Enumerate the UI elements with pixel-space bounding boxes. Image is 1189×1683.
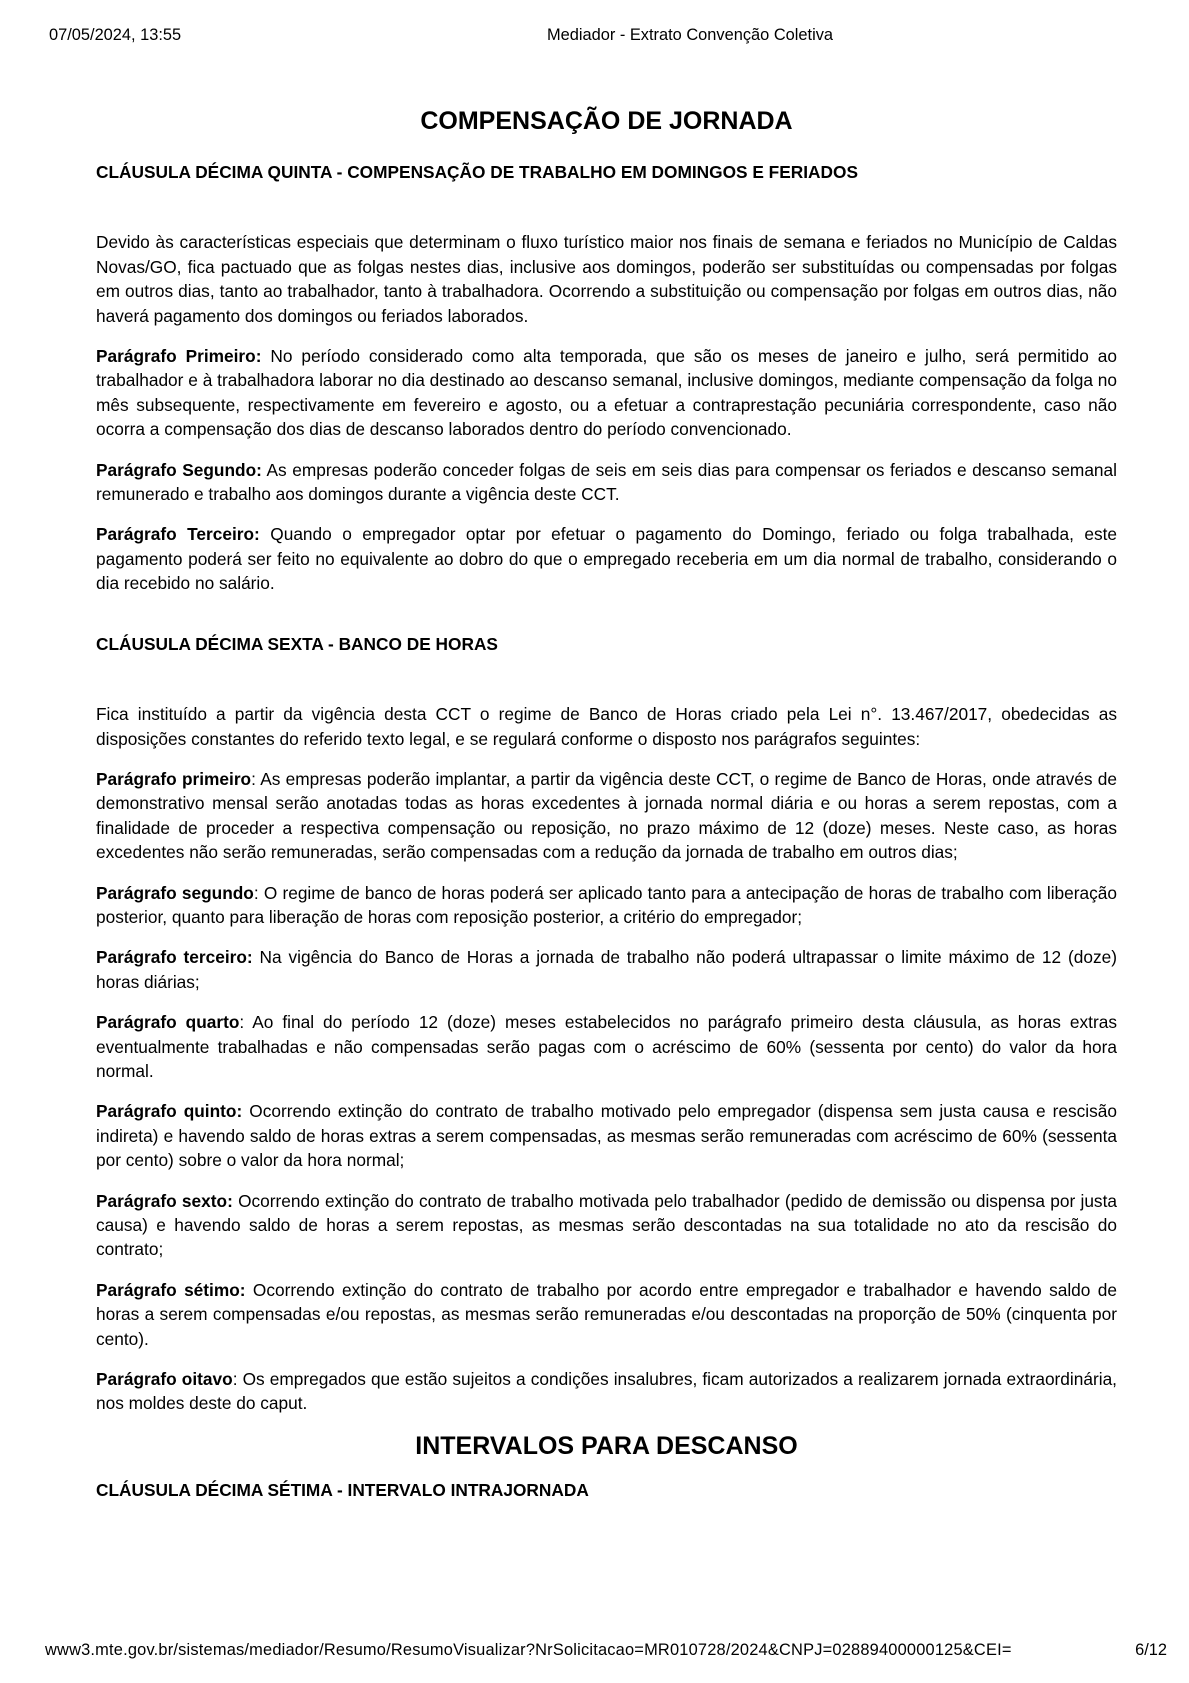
paragraph: Fica instituído a partir da vigência desta CCT o regime de Banco de Horas criado pela Lei n°. 13.467/2017, obedecidas as disposições constantes do referido texto legal, e se regulará conforme o disposto nos parágrafos seguintes: [96,704,1117,749]
paragraph-lead: Parágrafo Primeiro: [96,346,262,367]
clause-heading: CLÁUSULA DÉCIMA SÉTIMA - INTERVALO INTRAJORNADA [96,1479,589,1500]
paragraph: Parágrafo Segundo: As empresas poderão conceder folgas de seis em seis dias para compensar os feriados e descanso semanal remunerado e trabalho aos domingos durante a vigência deste CCT. [96,459,1117,505]
paragraph-lead: Parágrafo sexto: [96,1190,233,1211]
paragraph-lead: Parágrafo terceiro: [96,947,253,968]
print-footer [45,1641,1167,1659]
paragraph: Parágrafo terceiro: Na vigência do Banco de Horas a jornada de trabalho não poderá ultrapassar o limite máximo de 12 (doze) horas diárias; [96,947,1117,992]
paragraph: Parágrafo sétimo: Ocorrendo extinção do contrato de trabalho por acordo entre empregador e trabalhador e havendo saldo de horas a serem compensadas e/ou repostas, as mesmas serão remuneradas e/ou descontadas na proporção de 50% (cinquenta por cento). [96,1279,1117,1349]
paragraph: Parágrafo oitavo: Os empregados que estão sujeitos a condições insalubres, ficam autorizados a realizarem jornada extraordinária, nos moldes deste do caput. [96,1369,1117,1414]
paragraph-lead: Parágrafo Terceiro: [96,524,260,545]
paragraph-lead: Parágrafo segundo [96,882,254,903]
clause-heading: CLÁUSULA DÉCIMA QUINTA - COMPENSAÇÃO DE TRABALHO EM DOMINGOS E FERIADOS [96,162,858,182]
paragraph: Parágrafo Primeiro: No período considerado como alta temporada, que são os meses de janeiro e julho, será permitido ao trabalhador e à trabalhadora laborar no dia destinado ao descanso semanal, inclusive domingos, mediante compensação da folga no mês subsequente, respectivamente em fevereiro e agosto, ou a efetuar a contraprestação pecuniária correspondente, caso não ocorra a compensação dos dias de descanso laborados dentro do período convencionado. [96,346,1117,440]
paragraph-lead: Parágrafo sétimo: [96,1279,246,1300]
paragraph: Parágrafo Terceiro: Quando o empregador optar por efetuar o pagamento do Domingo, feriado ou folga trabalhada, este pagamento poderá ser feito no equivalente ao dobro do que o empregado receberia em um dia normal de trabalho, considerando o dia recebido no salário. [96,524,1117,594]
paragraph: Parágrafo quarto: Ao final do período 12 (doze) meses estabelecidos no parágrafo primeiro desta cláusula, as horas extras eventualmente trabalhadas e não compensadas serão pagas com o acréscimo de 60% (sessenta por cento) do valor da hora normal. [96,1012,1117,1081]
header-datetime: 07/05/2024, 13:55 [49,26,182,44]
section-title: COMPENSAÇÃO DE JORNADA [420,107,793,135]
paragraph: Parágrafo segundo: O regime de banco de horas poderá ser aplicado tanto para a antecipação de horas de trabalho com liberação posterior, quanto para liberação de horas com reposição posterior, a critério do empregador; [96,882,1117,927]
paragraph-lead: Parágrafo Segundo: [96,459,262,480]
paragraph-lead: Parágrafo quarto [96,1012,240,1033]
section-title: INTERVALOS PARA DESCANSO [415,1431,798,1460]
paragraph-lead: Parágrafo oitavo [96,1369,233,1390]
header-document-title: Mediador - Extrato Convenção Coletiva [546,26,834,44]
paragraph: Parágrafo sexto: Ocorrendo extinção do contrato de trabalho motivada pelo trabalhador (pedido de demissão ou dispensa por justa causa) e havendo saldo de horas a serem repostas, as mesmas serão descontadas na sua totalidade no ato da rescisão do contrato; [96,1190,1117,1260]
footer-page-number: 6/12 [1135,1641,1167,1659]
clause-heading: CLÁUSULA DÉCIMA SEXTA - BANCO DE HORAS [96,633,498,654]
paragraph: Devido às características especiais que determinam o fluxo turístico maior nos finais de semana e feriados no Município de Caldas Novas/GO, fica pactuado que as folgas nestes dias, inclusive aos domingos, poderão ser substituídas ou compensadas por folgas em outros dias, tanto ao trabalhador, tanto à trabalhadora. Ocorrendo a substituição ou compensação por folgas em outros dias, não haverá pagamento dos domingos ou feriados laborados. [96,232,1117,326]
footer-url: www3.mte.gov.br/sistemas/mediador/Resumo/ResumoVisualizar?NrSolicitacao=MR010728/2024&CNPJ=02889400000125&CEI= [45,1641,1012,1659]
paragraph: Parágrafo primeiro: As empresas poderão implantar, a partir da vigência deste CCT, o regime de Banco de Horas, onde através de demonstrativo mensal serão anotadas todas as horas excedentes à jornada normal diária e ou horas a serem repostas, com a finalidade de proceder a respectiva compensação ou reposição, no prazo máximo de 12 (doze) meses. Neste caso, as horas excedentes não serão remuneradas, serão compensadas com a redução da jornada de trabalho em outros dias; [96,768,1118,863]
paragraph-lead: Parágrafo primeiro [96,768,252,789]
paragraph: Parágrafo quinto: Ocorrendo extinção do contrato de trabalho motivado pelo empregador (dispensa sem justa causa e rescisão indireta) e havendo saldo de horas extras a serem compensadas, as mesmas serão remuneradas com acréscimo de 60% (sessenta por cento) sobre o valor da hora normal; [96,1101,1117,1171]
document-body [96,0,1117,1502]
paragraph-lead: Parágrafo quinto: [96,1101,243,1122]
